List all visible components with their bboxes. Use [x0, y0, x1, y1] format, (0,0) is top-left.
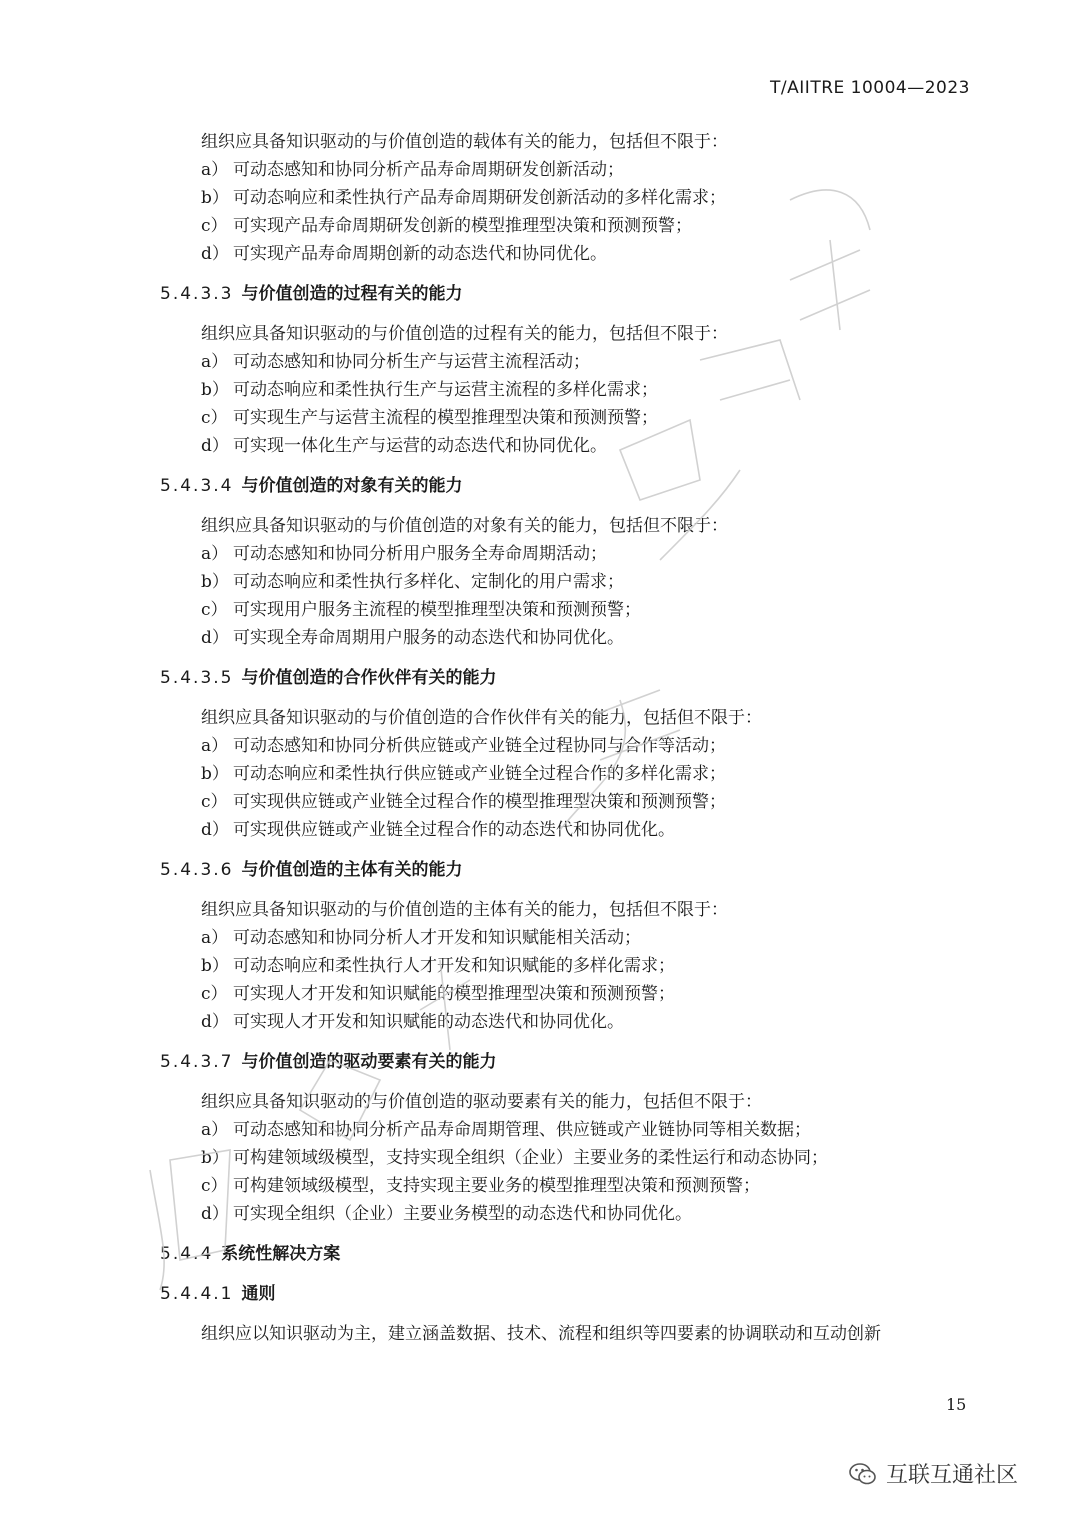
- intro-paragraph: 组织应具备知识驱动的与价值创造的驱动要素有关的能力，包括但不限于：: [201, 1092, 762, 1112]
- list-item-text: 可动态响应和柔性执行产品寿命周期研发创新活动的多样化需求；: [233, 188, 726, 208]
- list-item-label: a）: [201, 160, 229, 180]
- list-item-label: d）: [201, 628, 229, 648]
- list-item-text: 可实现产品寿命周期研发创新的模型推理型决策和预测预警；: [233, 216, 692, 236]
- section-block: [160, 664, 980, 844]
- list-item: [160, 156, 980, 184]
- document-id: T/AIITRE 10004—2023: [770, 78, 970, 98]
- section-block: [160, 1280, 980, 1348]
- list-item-text: 可实现产品寿命周期创新的动态迭代和协同优化。: [233, 244, 607, 264]
- list-item: [160, 760, 980, 788]
- list-item-text: 可动态感知和协同分析人才开发和知识赋能相关活动；: [233, 928, 641, 948]
- list-item-label: a）: [201, 736, 229, 756]
- list-item: [160, 1172, 980, 1200]
- list-item: [160, 596, 980, 624]
- list-item: [160, 568, 980, 596]
- section-number: 5.4.3.6: [160, 860, 234, 880]
- list-item: [160, 952, 980, 980]
- wechat-icon: [848, 1461, 878, 1487]
- list-item-label: a）: [201, 928, 229, 948]
- section-title: 与价值创造的合作伙伴有关的能力: [241, 668, 497, 688]
- section-title: 通则: [241, 1284, 276, 1304]
- section-number: 5.4.3.4: [160, 476, 234, 496]
- section-heading: [160, 280, 980, 308]
- list-item-label: d）: [201, 820, 229, 840]
- section-number: 5.4.4.1: [160, 1284, 234, 1304]
- section-heading: [160, 1280, 980, 1308]
- page-number: 15: [946, 1395, 967, 1414]
- section-title: 与价值创造的驱动要素有关的能力: [241, 1052, 497, 1072]
- list-item: [160, 432, 980, 460]
- list-item-text: 可实现一体化生产与运营的动态迭代和协同优化。: [233, 436, 607, 456]
- list-item-text: 可实现用户服务主流程的模型推理型决策和预测预警；: [233, 600, 641, 620]
- section-title: 与价值创造的主体有关的能力: [241, 860, 463, 880]
- section-heading: [160, 1240, 980, 1268]
- list-item-text: 可动态响应和柔性执行供应链或产业链全过程合作的多样化需求；: [233, 764, 726, 784]
- list-item-label: a）: [201, 1120, 229, 1140]
- section-title: 与价值创造的对象有关的能力: [241, 476, 463, 496]
- list-item-label: c）: [201, 984, 228, 1004]
- list-item: [160, 1116, 980, 1144]
- list-item-text: 可动态响应和柔性执行人才开发和知识赋能的多样化需求；: [233, 956, 675, 976]
- list-item: [160, 816, 980, 844]
- list-item-text: 可动态感知和协同分析供应链或产业链全过程协同与合作等活动；: [233, 736, 726, 756]
- list-item-label: c）: [201, 792, 228, 812]
- list-item-label: b）: [201, 764, 229, 784]
- list-item-text: 可实现全寿命周期用户服务的动态迭代和协同优化。: [233, 628, 624, 648]
- list-item-text: 可实现人才开发和知识赋能的模型推理型决策和预测预警；: [233, 984, 675, 1004]
- list-item: [160, 980, 980, 1008]
- document-body: [160, 128, 980, 1348]
- list-item: [160, 376, 980, 404]
- list-item: [160, 348, 980, 376]
- list-item: [160, 1008, 980, 1036]
- section-title: 与价值创造的过程有关的能力: [241, 284, 463, 304]
- intro-paragraph: 组织应具备知识驱动的与价值创造的主体有关的能力，包括但不限于：: [201, 900, 728, 920]
- section-heading: [160, 1048, 980, 1076]
- list-item-text: 可动态感知和协同分析用户服务全寿命周期活动；: [233, 544, 607, 564]
- intro-paragraph: 组织应以知识驱动为主，建立涵盖数据、技术、流程和组织等四要素的协调联动和互动创新: [201, 1324, 881, 1344]
- list-item: [160, 732, 980, 760]
- list-item-label: d）: [201, 1012, 229, 1032]
- list-item: [160, 240, 980, 268]
- list-item: [160, 788, 980, 816]
- intro-paragraph: 组织应具备知识驱动的与价值创造的对象有关的能力，包括但不限于：: [201, 516, 728, 536]
- section-block: [160, 856, 980, 1036]
- list-item-text: 可实现供应链或产业链全过程合作的动态迭代和协同优化。: [233, 820, 675, 840]
- list-item: [160, 624, 980, 652]
- list-item: [160, 212, 980, 240]
- list-item-text: 可构建领域级模型，支持实现主要业务的模型推理型决策和预测预警；: [233, 1176, 760, 1196]
- list-item: [160, 1144, 980, 1172]
- list-item-text: 可构建领域级模型，支持实现全组织（企业）主要业务的柔性运行和动态协同；: [233, 1148, 828, 1168]
- list-item-text: 可动态响应和柔性执行多样化、定制化的用户需求；: [233, 572, 624, 592]
- list-item-text: 可动态响应和柔性执行生产与运营主流程的多样化需求；: [233, 380, 658, 400]
- list-item: [160, 924, 980, 952]
- list-item-label: c）: [201, 600, 228, 620]
- section-block: [160, 280, 980, 460]
- intro-paragraph: 组织应具备知识驱动的与价值创造的合作伙伴有关的能力，包括但不限于：: [201, 708, 762, 728]
- wechat-account-name: 互联互通社区: [886, 1463, 1019, 1488]
- list-item-label: b）: [201, 572, 229, 592]
- wechat-source-badge: [848, 1458, 1018, 1489]
- intro-paragraph: 组织应具备知识驱动的与价值创造的过程有关的能力，包括但不限于：: [201, 324, 728, 344]
- list-item: [160, 1200, 980, 1228]
- list-item-label: b）: [201, 380, 229, 400]
- section-heading: [160, 472, 980, 500]
- list-item: [160, 404, 980, 432]
- list-item-label: a）: [201, 352, 229, 372]
- list-item-label: b）: [201, 956, 229, 976]
- section-block: [160, 1240, 980, 1268]
- section-number: 5.4.4: [160, 1244, 214, 1264]
- section-heading: [160, 664, 980, 692]
- list-item-text: 可实现供应链或产业链全过程合作的模型推理型决策和预测预警；: [233, 792, 726, 812]
- list-item-label: c）: [201, 216, 228, 236]
- list-item-text: 可动态感知和协同分析生产与运营主流程活动；: [233, 352, 590, 372]
- list-item-label: d）: [201, 244, 229, 264]
- list-item-text: 可实现生产与运营主流程的模型推理型决策和预测预警；: [233, 408, 658, 428]
- list-item-text: 可实现全组织（企业）主要业务模型的动态迭代和协同优化。: [233, 1204, 692, 1224]
- section-number: 5.4.3.5: [160, 668, 234, 688]
- list-item: [160, 184, 980, 212]
- section-number: 5.4.3.3: [160, 284, 234, 304]
- list-item-label: c）: [201, 1176, 228, 1196]
- list-item: [160, 540, 980, 568]
- section-block: [160, 472, 980, 652]
- list-item-label: b）: [201, 1148, 229, 1168]
- list-item-text: 可动态感知和协同分析产品寿命周期研发创新活动；: [233, 160, 624, 180]
- list-item-label: a）: [201, 544, 229, 564]
- list-item-label: c）: [201, 408, 228, 428]
- list-item-label: d）: [201, 436, 229, 456]
- list-item-label: d）: [201, 1204, 229, 1224]
- list-item-label: b）: [201, 188, 229, 208]
- section-block: [160, 1048, 980, 1228]
- section-number: 5.4.3.7: [160, 1052, 234, 1072]
- section-heading: [160, 856, 980, 884]
- section-block: [160, 128, 980, 268]
- list-item-text: 可动态感知和协同分析产品寿命周期管理、供应链或产业链协同等相关数据；: [233, 1120, 811, 1140]
- section-title: 系统性解决方案: [221, 1244, 341, 1264]
- list-item-text: 可实现人才开发和知识赋能的动态迭代和协同优化。: [233, 1012, 624, 1032]
- intro-paragraph: 组织应具备知识驱动的与价值创造的载体有关的能力，包括但不限于：: [201, 132, 728, 152]
